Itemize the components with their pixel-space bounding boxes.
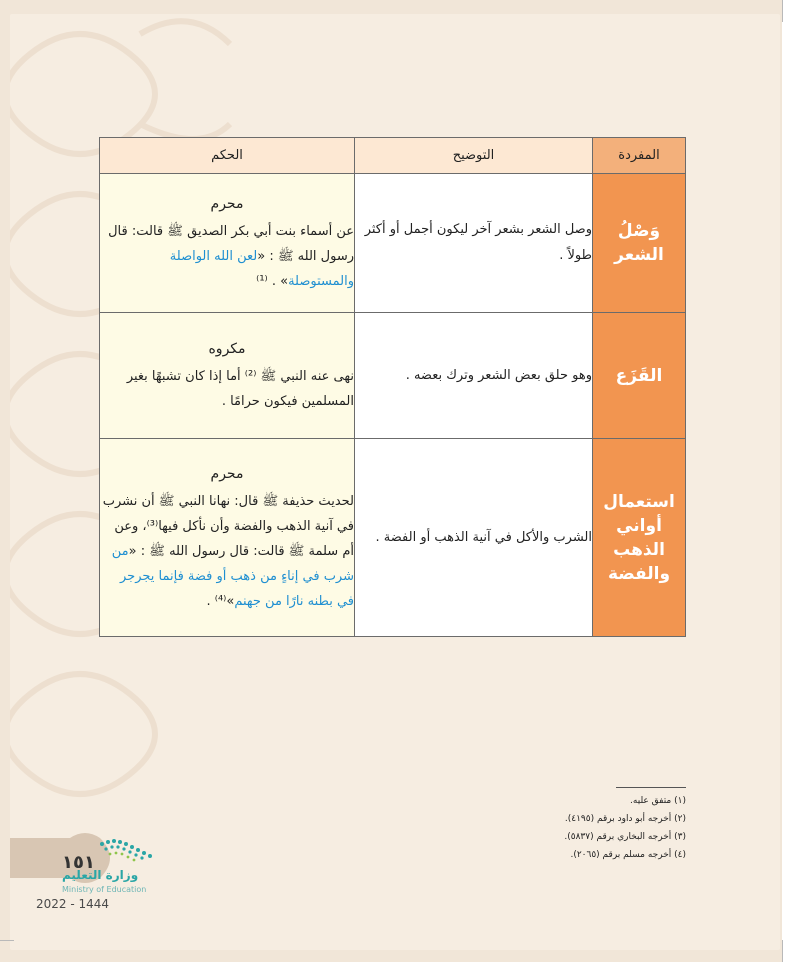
table-header-row (100, 138, 686, 174)
verdict-label: مكروه (208, 341, 246, 357)
term-cell: القَزَع (593, 313, 686, 439)
table-row (100, 439, 686, 637)
ruling-text: لحديث حذيفة ﷺ قال: نهانا النبي ﷺ أن نشرب في آنية الذهب والفضة وأن نأكل فيها⁽³⁾، وعن أم سلمة ﷺ قالت: قال رسول الله ﷺ : « (102, 493, 354, 559)
page-number: ١٥١ (62, 852, 95, 873)
rulings-table (99, 137, 686, 637)
ruling-text: عن أسماء بنت أبي بكر الصديق ﷺ قالت: قال رسول الله ﷺ : « (108, 224, 354, 264)
term-cell: استعمال أواني الذهب والفضة (593, 439, 686, 637)
ruling-end: »⁽⁴⁾ . (206, 593, 235, 609)
footnote: (١) متفق عليه. (630, 796, 686, 806)
verdict-label: محرم (210, 196, 244, 212)
ministry-name-english: Ministry of Education (62, 885, 147, 894)
footnote: (٢) أخرجه أبو داود برقم (٤١٩٥). (564, 814, 686, 824)
explanation-cell: الشرب والأكل في آنية الذهب أو الفضة . (355, 439, 593, 637)
verdict-label: محرم (210, 465, 244, 482)
table-row (100, 313, 686, 439)
hadith-quote: لعن الله الواصلة والمستوصلة (169, 249, 354, 289)
explanation-cell: وهو حلق بعض الشعر وترك بعضه . (355, 313, 593, 439)
crop-mark (782, 940, 783, 962)
page-margin-strip (782, 0, 800, 962)
header-term: المفردة (593, 138, 686, 174)
ruling-cell (100, 313, 355, 439)
crop-mark (782, 0, 783, 22)
edition-year: 2022 - 1444 (36, 897, 110, 911)
footnote: (٣) أخرجه البخاري برقم (٥٨٣٧). (564, 832, 686, 842)
crop-mark (0, 940, 14, 941)
header-explanation: التوضيح (355, 138, 593, 174)
ruling-text: نهى عنه النبي ﷺ ⁽²⁾ أما إذا كان تشبهًا بغير المسلمين فيكون حرامًا . (126, 369, 354, 409)
ruling-end: » . ⁽¹⁾ (256, 274, 289, 289)
table-row (100, 174, 686, 313)
term-cell: وَصْلُ الشعر (593, 174, 686, 313)
explanation-cell: وصل الشعر بشعر آخر ليكون أجمل أو أكثر طولاً . (355, 174, 593, 313)
footnote-divider (616, 787, 686, 788)
footnotes (520, 787, 686, 864)
ministry-name: وزارة التعليم (62, 868, 139, 882)
hadith-quote: من شرب في إناءٍ من ذهب أو فضة فإنما يجرجر في بطنه نارًا من جهنم (111, 543, 354, 609)
ruling-cell (100, 174, 355, 313)
header-ruling: الحكم (100, 138, 355, 174)
footnote: (٤) أخرجه مسلم برقم (٢٠٦٥). (570, 850, 686, 860)
ruling-cell (100, 439, 355, 637)
